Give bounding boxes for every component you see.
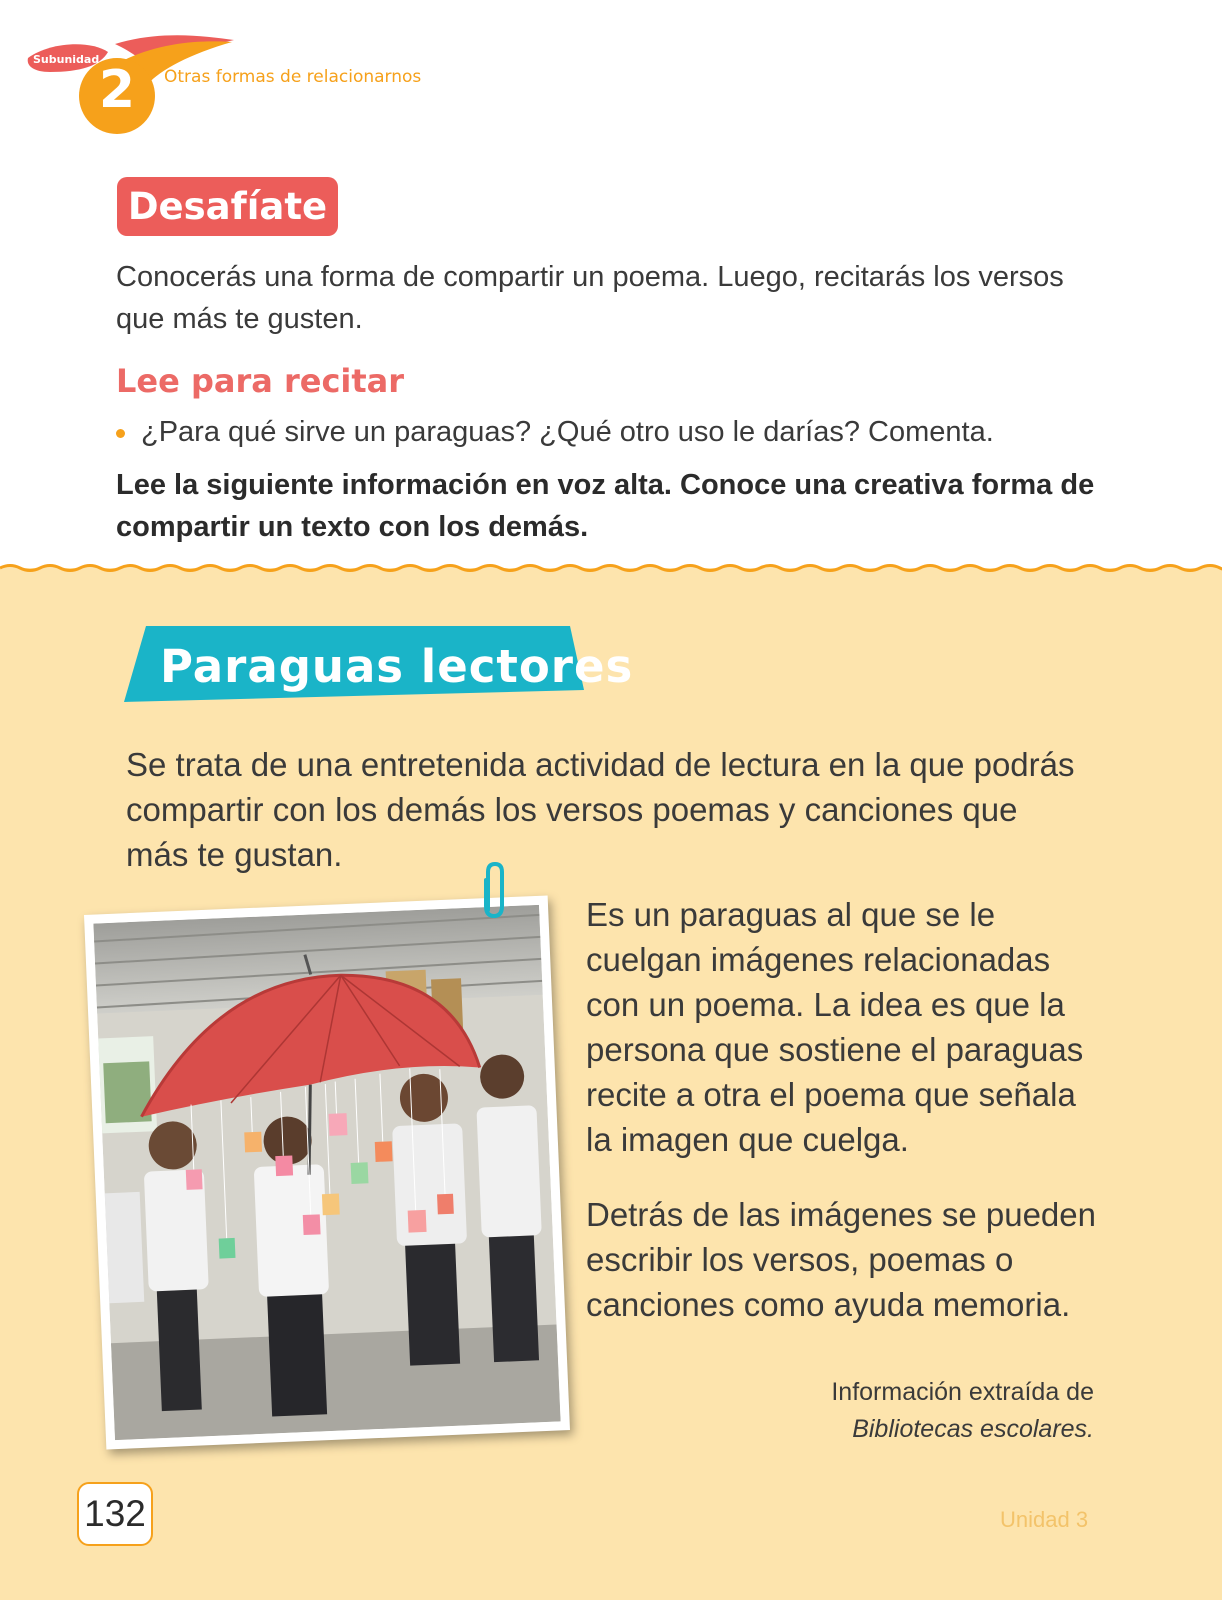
challenge-intro: Conocerás una forma de compartir un poema. Luego, recitarás los versos que más te gusten. [116,261,1064,335]
source-credit [730,1374,1094,1448]
reading-instruction: Lee la siguiente información en voz alta. Conoce una creativa forma de compartir un texto con los demás. [116,469,1095,543]
unit-label: Unidad 3 [1000,1507,1089,1532]
bullet-question [116,416,994,449]
page-number: 132 [77,1482,153,1546]
article-title: Paraguas lectores [160,640,634,693]
section-heading: Lee para recitar [116,362,405,400]
source-line-1: Información extraída de [831,1378,1094,1406]
paperclip-icon [478,860,512,920]
challenge-badge: Desafíate [117,177,338,236]
umbrella-activity-illustration [93,905,560,1440]
source-line-2: Bibliotecas escolares. [852,1415,1094,1443]
wavy-divider [0,558,1222,582]
bullet-question-text: ¿Para qué sirve un paraguas? ¿Qué otro uso le darías? Comenta. [141,416,994,448]
subunit-title: Otras formas de relacionarnos [164,67,422,87]
activity-photo [84,896,570,1450]
article-paragraph-1: Es un paraguas al que se le cuelgan imágenes relacionadas con un poema. La idea es que la persona que sostiene el paraguas recite a otra el poema que señala la imagen que cuelga. [586,896,1084,1158]
article-paragraph-2: Detrás de las imágenes se pueden escribir los versos, poemas o canciones como ayuda memoria. [586,1196,1096,1323]
article-lead: Se trata de una entretenida actividad de lectura en la que podrás compartir con los demás los versos poemas y canciones que más te gustan. [126,746,1075,873]
subunit-number: 2 [98,60,136,120]
bullet-icon [116,429,125,438]
subunit-label: Subunidad [33,53,100,66]
